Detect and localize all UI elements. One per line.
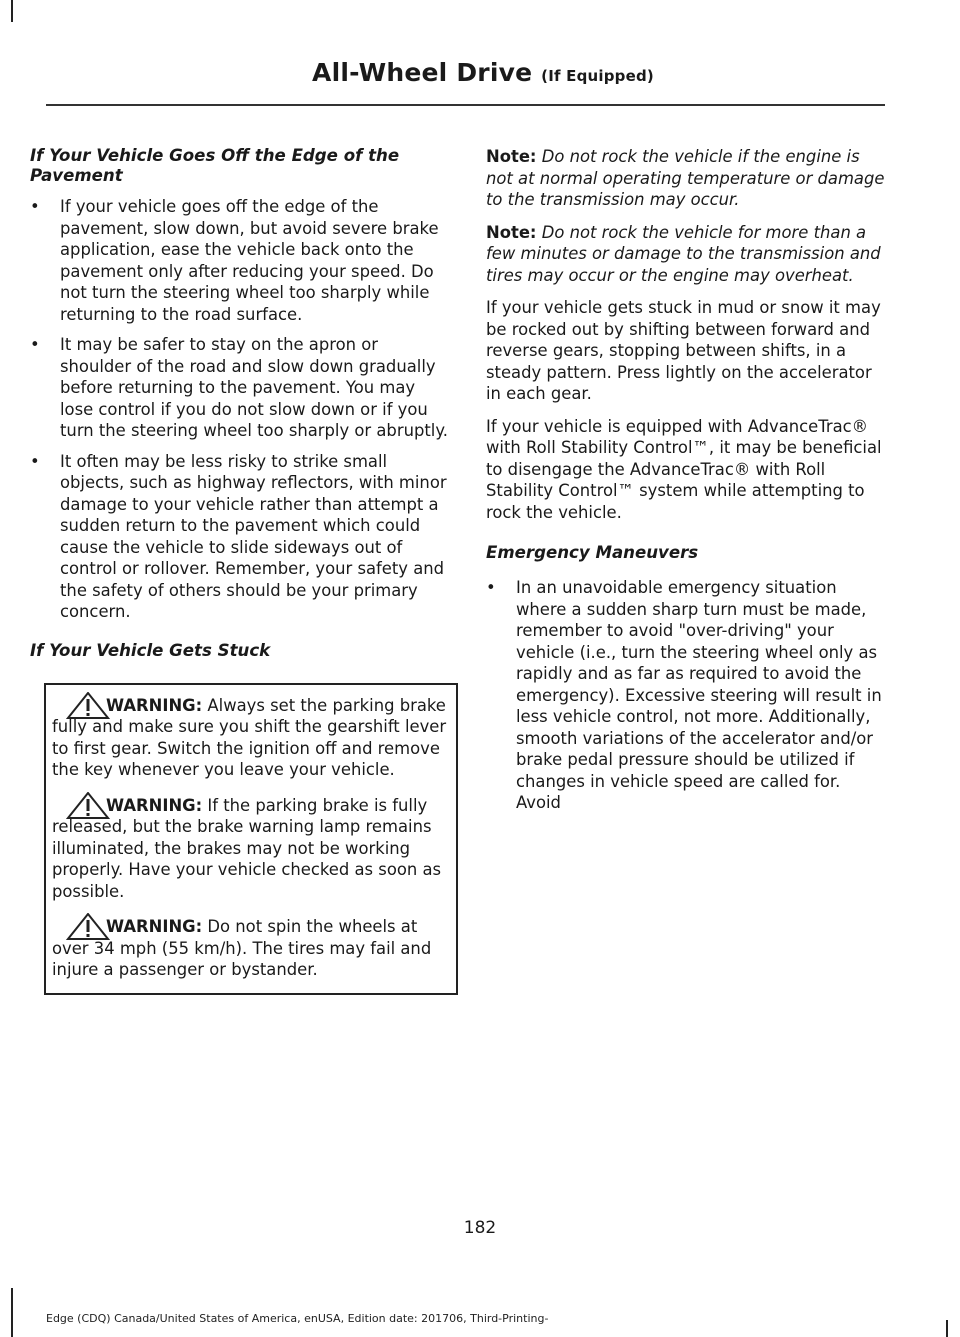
warning-label: WARNING:	[106, 795, 203, 815]
warning-parking-brake: WARNING: Always set the parking brake fully and make sure you shift the gearshift lever to first gear. Switch the ignition off and remove the key whenever you leave your vehicle.	[52, 695, 450, 781]
warning-icon	[66, 692, 110, 720]
warning-label: WARNING:	[106, 917, 203, 936]
note-rocking-duration: Note: Do not rock the vehicle for more than a few minutes or damage to the transmission and tires may occur or the engine may overheat.	[486, 222, 881, 285]
crop-mark-bottom-right	[946, 1320, 948, 1337]
list-item: • It may be safer to stay on the apron or shoulder of the road and slow down gradually before returning to the pavement. You may lose control if you do not slow down or if you turn the steering wheel too sharply or abruptly.	[30, 335, 448, 440]
note-operating-temperature: Note: Do not rock the vehicle if the engine is not at normal operating temperature or damage to the transmission may occur.	[486, 147, 885, 209]
crop-mark-top-left	[11, 0, 13, 22]
header-divider	[46, 104, 885, 106]
crop-mark-bottom-left	[11, 1288, 13, 1337]
bullet-glyph: •	[30, 335, 40, 354]
warning-brake-lamp: WARNING: If the parking brake is fully released, but the brake warning lamp remains illuminated, the brakes may not be working properly. Have your vehicle checked as soon as possible.	[52, 795, 450, 903]
paragraph-rocking: If your vehicle gets stuck in mud or snow it may be rocked out by shifting between forward and reverse gears, stopping between shifts, in a steady pattern. Press lightly on the accelerator in each gear.	[486, 298, 881, 403]
heading-emergency-maneuvers: Emergency Maneuvers	[486, 543, 699, 562]
emergency-list	[486, 577, 886, 814]
bullet-glyph: •	[486, 578, 496, 597]
section-title-qualifier: (If Equipped)	[541, 67, 654, 85]
warning-spin-wheels: WARNING: Do not spin the wheels at over 34 mph (55 km/h). The tires may fail and injure a passenger or bystander.	[52, 916, 450, 981]
warning-label: WARNING:	[106, 695, 203, 715]
bullet-glyph: •	[30, 451, 40, 471]
warning-box	[44, 683, 458, 995]
list-item: • It often may be less risky to strike small objects, such as highway reflectors, with minor damage to your vehicle rather than attempt a sudden return to the pavement which could cause the vehicle to slide sideways out of control or rollover. Remember, your safety and the safety of others should be your primary concern.	[30, 451, 447, 621]
right-column	[486, 146, 886, 824]
page-number: 182	[463, 1218, 497, 1238]
left-column	[30, 146, 450, 995]
off-pavement-list	[30, 196, 450, 623]
paragraph-advancetrac: If your vehicle is equipped with AdvanceTrac® with Roll Stability Control™, it may be beneficial to disengage the AdvanceTrac® with Roll Stability Control™ system while attempting to rock the vehicle.	[486, 416, 882, 522]
bullet-glyph: •	[30, 197, 40, 216]
section-title	[312, 58, 654, 87]
list-item: • In an unavoidable emergency situation where a sudden sharp turn must be made, remember to avoid "over-driving" your vehicle (i.e., turn the steering wheel only as rapidly and as far as required to avoid the emergency). Excessive steering will result in less vehicle control, not more. Additionally, smooth variations of the accelerator and/or brake pedal pressure should be utilized if changes in vehicle speed are called for. Avoid	[486, 578, 882, 812]
heading-gets-stuck: If Your Vehicle Gets Stuck	[30, 640, 271, 660]
warning-icon	[66, 913, 110, 941]
warning-icon	[66, 792, 110, 820]
section-title-main: All-Wheel Drive	[312, 58, 533, 87]
footer-edition-info: Edge (CDQ) Canada/United States of America, enUSA, Edition date: 201706, Third-Printing-	[46, 1312, 549, 1325]
heading-off-pavement: If Your Vehicle Goes Off the Edge of the Pavement	[30, 146, 400, 185]
list-item: • If your vehicle goes off the edge of the pavement, slow down, but avoid severe brake application, ease the vehicle back onto the pavement only after reducing your speed. Do not turn the steering wheel too sharply while returning to the road surface.	[30, 197, 439, 324]
